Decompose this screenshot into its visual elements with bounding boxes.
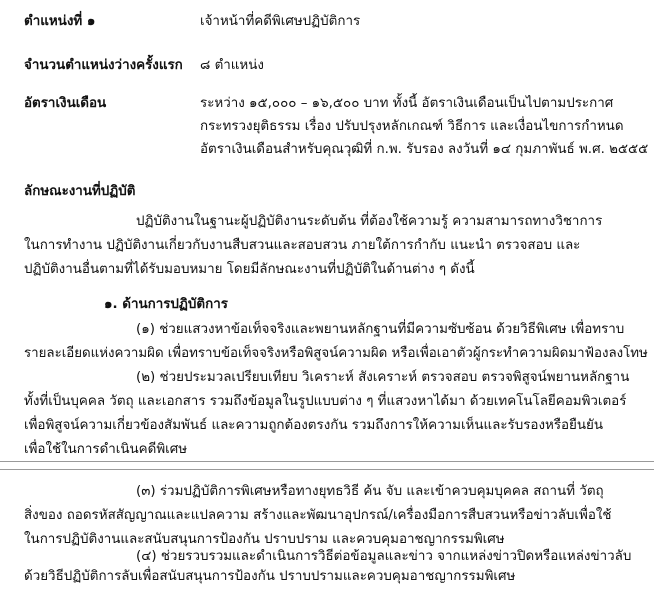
duty-item-line: เพื่อพิสูจน์ความเกี่ยวข้องสัมพันธ์ และความถูกต้องตรงกัน รวมถึงการให้ความเห็นและรับรองหรือยืนยัน [24,418,604,433]
vacancies-label: จำนวนตำแหน่งว่างครั้งแรก [24,58,183,73]
duty-item-line: ในการปฏิบัติงานและสนับสนุนการป้องกัน ปราบปราม และควบคุมอาชญากรรมพิเศษ [24,532,505,547]
duty-item-line: (๔) ช่วยรวบรวมและดำเนินการวิธีต่อข้อมูลและข่าว จากแหล่งข่าวปิดหรือแหล่งข่าวลับ [136,549,632,564]
salary-label: อัตราเงินเดือน [24,96,107,111]
position-label: ตำแหน่งที่ ๑ [24,14,96,29]
duties-heading: ลักษณะงานที่ปฏิบัติ [24,184,136,199]
section-title: ๑. ด้านการปฏิบัติการ [104,297,228,312]
duty-item-line: (๑) ช่วยแสวงหาข้อเท็จจริงและพยานหลักฐานที่มีความซับซ้อน ด้วยวิธีพิเศษ เพื่อทราบ [136,322,625,337]
page-divider [0,461,654,462]
vacancies-value: ๘ ตำแหน่ง [200,58,264,73]
page-divider [0,469,654,470]
duties-intro-line: ในการทำงาน ปฏิบัติงานเกี่ยวกับงานสืบสวนและสอบสวน ภายใต้การกำกับ แนะนำ ตรวจสอบ และ [24,238,581,253]
duty-item-line: สิ่งของ ถอดรหัสสัญญาณและแปลความ สร้างและพัฒนาอุปกรณ์/เครื่องมือการสืบสวนหรือข่าวลับเพื่อใช้ [24,508,612,523]
duty-item-line: เพื่อใช้ในการดำเนินคดีพิเศษ [24,442,188,457]
duty-item-line: (๓) ร่วมปฏิบัติการพิเศษหรือทางยุทธวิธี ค้น จับ และเข้าควบคุมบุคคล สถานที่ วัตถุ [136,484,604,499]
duties-intro-line: ปฏิบัติงานในฐานะผู้ปฏิบัติงานระดับต้น ที่ต้องใช้ความรู้ ความสามารถทางวิชาการ [136,214,603,229]
position-value: เจ้าหน้าที่คดีพิเศษปฏิบัติการ [200,14,361,29]
duty-item-line: ด้วยวิธีปฏิบัติการลับเพื่อสนับสนุนการป้องกัน ปราบปรามและควบคุมอาชญากรรมพิเศษ [24,569,516,584]
duty-item-line: รายละเอียดแห่งความผิด เพื่อทราบข้อเท็จจริงหรือพิสูจน์ความผิด หรือเพื่อเอาตัวผู้กระทำความผิดมาฟ้องลงโทษ [24,346,648,361]
salary-line: อัตราเงินเดือนสำหรับคุณวุฒิที่ ก.พ. รับรอง ลงวันที่ ๑๔ กุมภาพันธ์ พ.ศ. ๒๕๕๕ [200,142,649,157]
salary-line: ระหว่าง ๑๕,๐๐๐ – ๑๖,๕๐๐ บาท ทั้งนี้ อัตราเงินเดือนเป็นไปตามประกาศ [200,96,614,111]
duty-item-line: ทั้งที่เป็นบุคคล วัตถุ และเอกสาร รวมถึงข้อมูลในรูปแบบต่าง ๆ ที่แสวงหาได้มา ด้วยเทคโนโลยีคอมพิวเตอร์ [24,394,627,409]
duties-intro-line: ปฏิบัติงานอื่นตามที่ได้รับมอบหมาย โดยมีลักษณะงานที่ปฏิบัติในด้านต่าง ๆ ดังนี้ [24,262,475,277]
salary-line: กระทรวงยุติธรรม เรื่อง ปรับปรุงหลักเกณฑ์ วิธีการ และเงื่อนไขการกำหนด [200,119,624,134]
duty-item-line: (๒) ช่วยประมวลเปรียบเทียบ วิเคราะห์ สังเคราะห์ ตรวจสอบ ตรวจพิสูจน์พยานหลักฐาน [136,370,630,385]
